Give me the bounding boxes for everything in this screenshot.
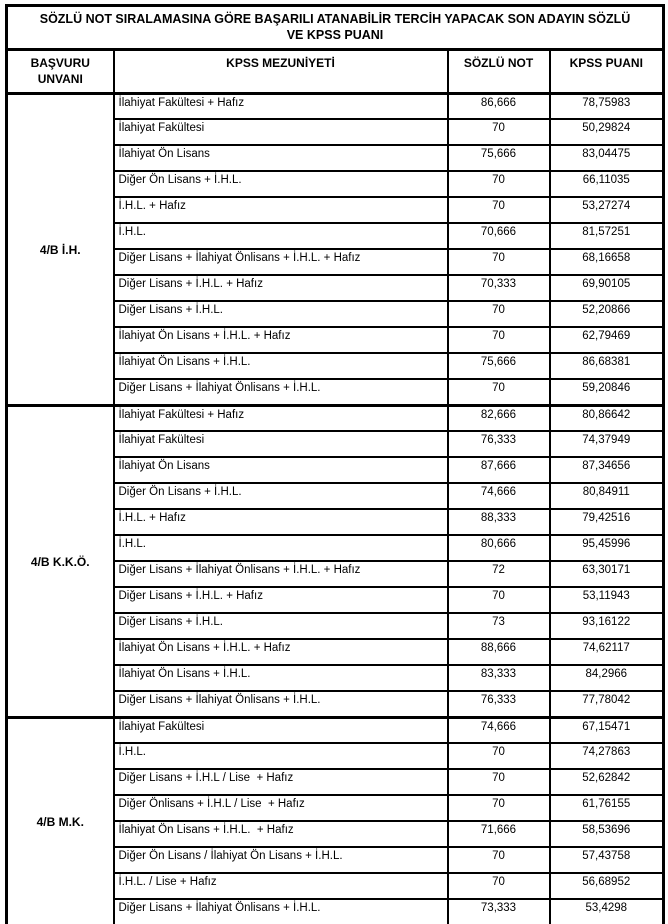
kpss-puani-cell: 53,27274 — [550, 197, 664, 223]
column-header-sozlu-not: SÖZLÜ NOT — [448, 49, 550, 93]
title-row — [7, 6, 664, 50]
kpss-mezuniyeti-cell: İlahiyat Fakültesi + Hafız — [114, 93, 448, 119]
kpss-mezuniyeti-cell: İlahiyat Ön Lisans — [114, 457, 448, 483]
column-header-kpss-mezuniyeti: KPSS MEZUNİYETİ — [114, 49, 448, 93]
sozlu-not-cell: 71,666 — [448, 821, 550, 847]
kpss-puani-cell: 67,15471 — [550, 717, 664, 743]
column-header-row — [7, 49, 664, 93]
kpss-puani-cell: 74,27863 — [550, 743, 664, 769]
kpss-mezuniyeti-cell: Diğer Lisans + İlahiyat Önlisans + İ.H.L. — [114, 379, 448, 405]
kpss-puani-cell: 63,30171 — [550, 561, 664, 587]
kpss-puani-cell: 74,62117 — [550, 639, 664, 665]
sozlu-not-cell: 75,666 — [448, 353, 550, 379]
sozlu-not-cell: 70 — [448, 301, 550, 327]
sozlu-not-cell: 70 — [448, 847, 550, 873]
sozlu-not-cell: 70,333 — [448, 275, 550, 301]
kpss-puani-cell: 52,62842 — [550, 769, 664, 795]
sozlu-not-cell: 70 — [448, 197, 550, 223]
kpss-mezuniyeti-cell: İlahiyat Fakültesi — [114, 119, 448, 145]
sozlu-not-cell: 70 — [448, 379, 550, 405]
sozlu-not-cell: 70 — [448, 769, 550, 795]
kpss-puani-cell: 78,75983 — [550, 93, 664, 119]
table-row — [7, 93, 664, 119]
sozlu-not-cell: 70 — [448, 587, 550, 613]
score-table — [5, 4, 665, 924]
sozlu-not-cell: 82,666 — [448, 405, 550, 431]
kpss-puani-cell: 86,68381 — [550, 353, 664, 379]
sozlu-not-cell: 70 — [448, 171, 550, 197]
table-head — [7, 6, 664, 94]
kpss-puani-cell: 77,78042 — [550, 691, 664, 717]
sozlu-not-cell: 88,333 — [448, 509, 550, 535]
kpss-puani-cell: 95,45996 — [550, 535, 664, 561]
kpss-puani-cell: 74,37949 — [550, 431, 664, 457]
kpss-puani-cell: 62,79469 — [550, 327, 664, 353]
kpss-puani-cell: 61,76155 — [550, 795, 664, 821]
kpss-puani-cell: 59,20846 — [550, 379, 664, 405]
kpss-mezuniyeti-cell: İ.H.L. — [114, 535, 448, 561]
sozlu-not-cell: 70 — [448, 119, 550, 145]
kpss-mezuniyeti-cell: İlahiyat Ön Lisans + İ.H.L. — [114, 353, 448, 379]
kpss-mezuniyeti-cell: İ.H.L. — [114, 223, 448, 249]
kpss-mezuniyeti-cell: Diğer Lisans + İ.H.L. + Hafız — [114, 275, 448, 301]
kpss-mezuniyeti-cell: Diğer Lisans + İlahiyat Önlisans + İ.H.L. + Hafız — [114, 249, 448, 275]
kpss-mezuniyeti-cell: Diğer Ön Lisans + İ.H.L. — [114, 483, 448, 509]
kpss-puani-cell: 53,4298 — [550, 899, 664, 924]
kpss-puani-cell: 80,84911 — [550, 483, 664, 509]
sozlu-not-cell: 70 — [448, 327, 550, 353]
kpss-mezuniyeti-cell: İ.H.L. + Hafız — [114, 509, 448, 535]
kpss-puani-cell: 81,57251 — [550, 223, 664, 249]
kpss-mezuniyeti-cell: Diğer Lisans + İlahiyat Önlisans + İ.H.L. — [114, 899, 448, 924]
kpss-mezuniyeti-cell: Diğer Lisans + İ.H.L. + Hafız — [114, 587, 448, 613]
sozlu-not-cell: 70 — [448, 873, 550, 899]
kpss-mezuniyeti-cell: Diğer Ön Lisans + İ.H.L. — [114, 171, 448, 197]
kpss-mezuniyeti-cell: İ.H.L. — [114, 743, 448, 769]
sozlu-not-cell: 88,666 — [448, 639, 550, 665]
kpss-mezuniyeti-cell: İlahiyat Ön Lisans + İ.H.L. + Hafız — [114, 639, 448, 665]
kpss-mezuniyeti-cell: İlahiyat Ön Lisans — [114, 145, 448, 171]
kpss-mezuniyeti-cell: İlahiyat Ön Lisans + İ.H.L. — [114, 665, 448, 691]
kpss-mezuniyeti-cell: Diğer Lisans + İ.H.L. — [114, 613, 448, 639]
kpss-mezuniyeti-cell: Diğer Lisans + İ.H.L. — [114, 301, 448, 327]
kpss-mezuniyeti-cell: Diğer Lisans + İlahiyat Önlisans + İ.H.L. + Hafız — [114, 561, 448, 587]
kpss-puani-cell: 68,16658 — [550, 249, 664, 275]
kpss-puani-cell: 69,90105 — [550, 275, 664, 301]
sozlu-not-cell: 86,666 — [448, 93, 550, 119]
sozlu-not-cell: 83,333 — [448, 665, 550, 691]
kpss-mezuniyeti-cell: İ.H.L. / Lise + Hafız — [114, 873, 448, 899]
kpss-puani-cell: 52,20866 — [550, 301, 664, 327]
kpss-puani-cell: 80,86642 — [550, 405, 664, 431]
sozlu-not-cell: 74,666 — [448, 483, 550, 509]
kpss-puani-cell: 53,11943 — [550, 587, 664, 613]
column-header-kpss-puani: KPSS PUANI — [550, 49, 664, 93]
column-header-basvuru-unvani: BAŞVURU UNVANI — [7, 49, 114, 93]
kpss-puani-cell: 57,43758 — [550, 847, 664, 873]
sozlu-not-cell: 76,333 — [448, 431, 550, 457]
kpss-mezuniyeti-cell: Diğer Lisans + İ.H.L / Lise + Hafız — [114, 769, 448, 795]
kpss-mezuniyeti-cell: Diğer Ön Lisans / İlahiyat Ön Lisans + İ.H.L. — [114, 847, 448, 873]
sozlu-not-cell: 74,666 — [448, 717, 550, 743]
kpss-mezuniyeti-cell: İlahiyat Fakültesi + Hafız — [114, 405, 448, 431]
kpss-puani-cell: 87,34656 — [550, 457, 664, 483]
table-row — [7, 405, 664, 431]
sozlu-not-cell: 73 — [448, 613, 550, 639]
sozlu-not-cell: 72 — [448, 561, 550, 587]
table-body — [7, 93, 664, 924]
basvuru-unvani-cell: 4/B İ.H. — [7, 93, 114, 405]
kpss-mezuniyeti-cell: Diğer Lisans + İlahiyat Önlisans + İ.H.L. — [114, 691, 448, 717]
kpss-puani-cell: 93,16122 — [550, 613, 664, 639]
sozlu-not-cell: 70 — [448, 743, 550, 769]
sozlu-not-cell: 80,666 — [448, 535, 550, 561]
kpss-puani-cell: 66,11035 — [550, 171, 664, 197]
sozlu-not-cell: 70,666 — [448, 223, 550, 249]
sozlu-not-cell: 70 — [448, 249, 550, 275]
sozlu-not-cell: 70 — [448, 795, 550, 821]
kpss-mezuniyeti-cell: İlahiyat Ön Lisans + İ.H.L. + Hafız — [114, 821, 448, 847]
sozlu-not-cell: 87,666 — [448, 457, 550, 483]
sozlu-not-cell: 76,333 — [448, 691, 550, 717]
table-row — [7, 717, 664, 743]
kpss-puani-cell: 56,68952 — [550, 873, 664, 899]
kpss-mezuniyeti-cell: İlahiyat Fakültesi — [114, 717, 448, 743]
kpss-mezuniyeti-cell: İlahiyat Ön Lisans + İ.H.L. + Hafız — [114, 327, 448, 353]
kpss-puani-cell: 79,42516 — [550, 509, 664, 535]
kpss-mezuniyeti-cell: Diğer Önlisans + İ.H.L / Lise + Hafız — [114, 795, 448, 821]
kpss-puani-cell: 83,04475 — [550, 145, 664, 171]
kpss-puani-cell: 58,53696 — [550, 821, 664, 847]
kpss-mezuniyeti-cell: İlahiyat Fakültesi — [114, 431, 448, 457]
kpss-mezuniyeti-cell: İ.H.L. + Hafız — [114, 197, 448, 223]
kpss-puani-cell: 50,29824 — [550, 119, 664, 145]
kpss-puani-cell: 84,2966 — [550, 665, 664, 691]
basvuru-unvani-cell: 4/B M.K. — [7, 717, 114, 924]
table-title: SÖZLÜ NOT SIRALAMASINA GÖRE BAŞARILI ATANABİLİR TERCİH YAPACAK SON ADAYIN SÖZLÜ VE KPSS PUANI — [7, 6, 664, 50]
sozlu-not-cell: 75,666 — [448, 145, 550, 171]
basvuru-unvani-cell: 4/B K.K.Ö. — [7, 405, 114, 717]
sozlu-not-cell: 73,333 — [448, 899, 550, 924]
